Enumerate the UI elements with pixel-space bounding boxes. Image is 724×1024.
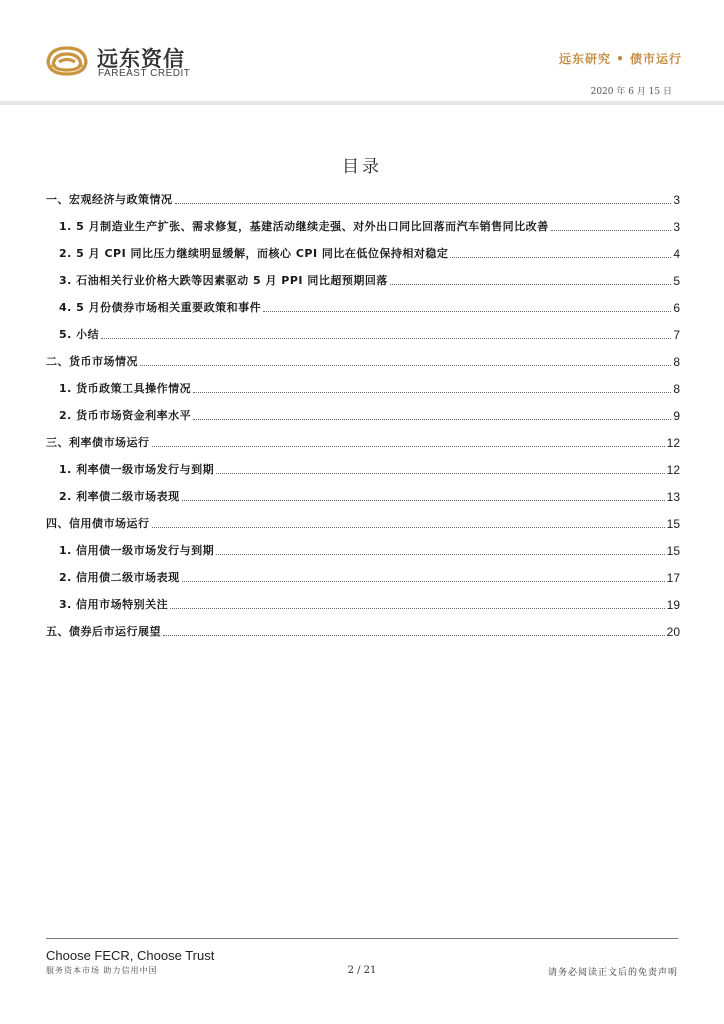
toc-entry-page: 3: [673, 193, 680, 207]
footer-disclaimer: 请务必阅读正文后的免责声明: [547, 968, 678, 978]
table-of-contents: [46, 180, 680, 639]
toc-entry[interactable]: [46, 207, 680, 234]
footer-slogan-en: Choose FECR, Choose Trust: [46, 948, 215, 963]
toc-entry[interactable]: [46, 396, 680, 423]
toc-entry[interactable]: [46, 558, 680, 585]
toc-leader-dots: [182, 499, 665, 501]
toc-entry[interactable]: [46, 531, 680, 558]
toc-entry-page: 19: [666, 598, 680, 612]
toc-entry-page: 8: [673, 382, 680, 396]
toc-entry-label: 三、利率债市场运行: [46, 436, 150, 449]
toc-leader-dots: [551, 229, 672, 231]
toc-leader-dots: [163, 634, 665, 636]
toc-entry[interactable]: [46, 612, 680, 639]
toc-entry-label: 2. 5 月 CPI 同比压力继续明显缓解，而核心 CPI 同比在低位保持相对稳定: [59, 247, 449, 260]
report-series: 远东研究 • 债市运行: [558, 52, 682, 66]
toc-entry[interactable]: [46, 315, 680, 342]
toc-title: 目录: [342, 157, 382, 177]
toc-entry-label: 2. 利率债二级市场表现: [59, 490, 180, 503]
toc-entry[interactable]: [46, 450, 680, 477]
toc-leader-dots: [182, 580, 665, 582]
toc-entry-label: 2. 信用债二级市场表现: [59, 571, 180, 584]
brand-name-cn: 远东资信: [97, 47, 185, 71]
footer-divider: [46, 938, 678, 939]
toc-entry-label: 一、宏观经济与政策情况: [46, 193, 173, 206]
toc-entry-label: 3. 信用市场特别关注: [59, 598, 169, 611]
toc-leader-dots: [152, 526, 665, 528]
toc-entry[interactable]: [46, 477, 680, 504]
toc-entry-label: 1. 5 月制造业生产扩张、需求修复，基建活动继续走强、对外出口同比回落而汽车销售同比改善: [59, 220, 549, 233]
toc-entry-page: 8: [673, 355, 680, 369]
toc-entry[interactable]: [46, 369, 680, 396]
toc-entry-label: 1. 信用债一级市场发行与到期: [59, 544, 215, 557]
toc-leader-dots: [152, 445, 665, 447]
fareast-logo-icon: [44, 40, 90, 80]
toc-leader-dots: [193, 418, 671, 420]
report-date: 2020 年 6 月 15 日: [590, 87, 672, 97]
page-header: [0, 0, 724, 102]
toc-entry-page: 17: [666, 571, 680, 585]
header-divider: [0, 101, 724, 105]
toc-entry-page: 3: [673, 220, 680, 234]
toc-entry[interactable]: [46, 180, 680, 207]
toc-entry-label: 二、货币市场情况: [46, 355, 138, 368]
toc-entry-page: 6: [673, 301, 680, 315]
toc-entry[interactable]: [46, 342, 680, 369]
toc-entry-label: 4. 5 月份债券市场相关重要政策和事件: [59, 301, 262, 314]
toc-leader-dots: [263, 310, 671, 312]
toc-entry-page: 5: [673, 274, 680, 288]
toc-leader-dots: [193, 391, 671, 393]
toc-entry-label: 3. 石油相关行业价格大跌等因素驱动 5 月 PPI 同比超预期回落: [59, 274, 388, 287]
toc-leader-dots: [390, 283, 671, 285]
toc-entry-page: 4: [673, 247, 680, 261]
toc-entry-page: 12: [666, 436, 680, 450]
toc-entry-page: 9: [673, 409, 680, 423]
toc-entry[interactable]: [46, 288, 680, 315]
toc-entry-label: 五、债券后市运行展望: [46, 625, 161, 638]
toc-entry-label: 1. 货币政策工具操作情况: [59, 382, 192, 395]
toc-leader-dots: [170, 607, 664, 609]
toc-entry[interactable]: [46, 423, 680, 450]
toc-entry[interactable]: [46, 504, 680, 531]
toc-entry-label: 5. 小结: [59, 328, 100, 341]
toc-leader-dots: [216, 472, 664, 474]
toc-entry[interactable]: [46, 234, 680, 261]
toc-entry-page: 20: [666, 625, 680, 639]
toc-leader-dots: [140, 364, 671, 366]
toc-leader-dots: [450, 256, 671, 258]
toc-entry-page: 15: [666, 544, 680, 558]
toc-entry-page: 15: [666, 517, 680, 531]
page-number: 2 / 21: [347, 965, 377, 976]
toc-entry-label: 2. 货币市场资金利率水平: [59, 409, 192, 422]
toc-entry[interactable]: [46, 585, 680, 612]
toc-leader-dots: [175, 202, 672, 204]
toc-entry-page: 12: [666, 463, 680, 477]
toc-entry-page: 13: [666, 490, 680, 504]
toc-leader-dots: [101, 337, 671, 339]
toc-entry[interactable]: [46, 261, 680, 288]
brand-name-en: FAREAST CREDIT: [98, 68, 191, 79]
toc-entry-label: 四、信用债市场运行: [46, 517, 150, 530]
toc-leader-dots: [216, 553, 664, 555]
toc-entry-page: 7: [673, 328, 680, 342]
footer-slogan-cn: 服务资本市场 助力信用中国: [46, 966, 158, 975]
toc-entry-label: 1. 利率债一级市场发行与到期: [59, 463, 215, 476]
